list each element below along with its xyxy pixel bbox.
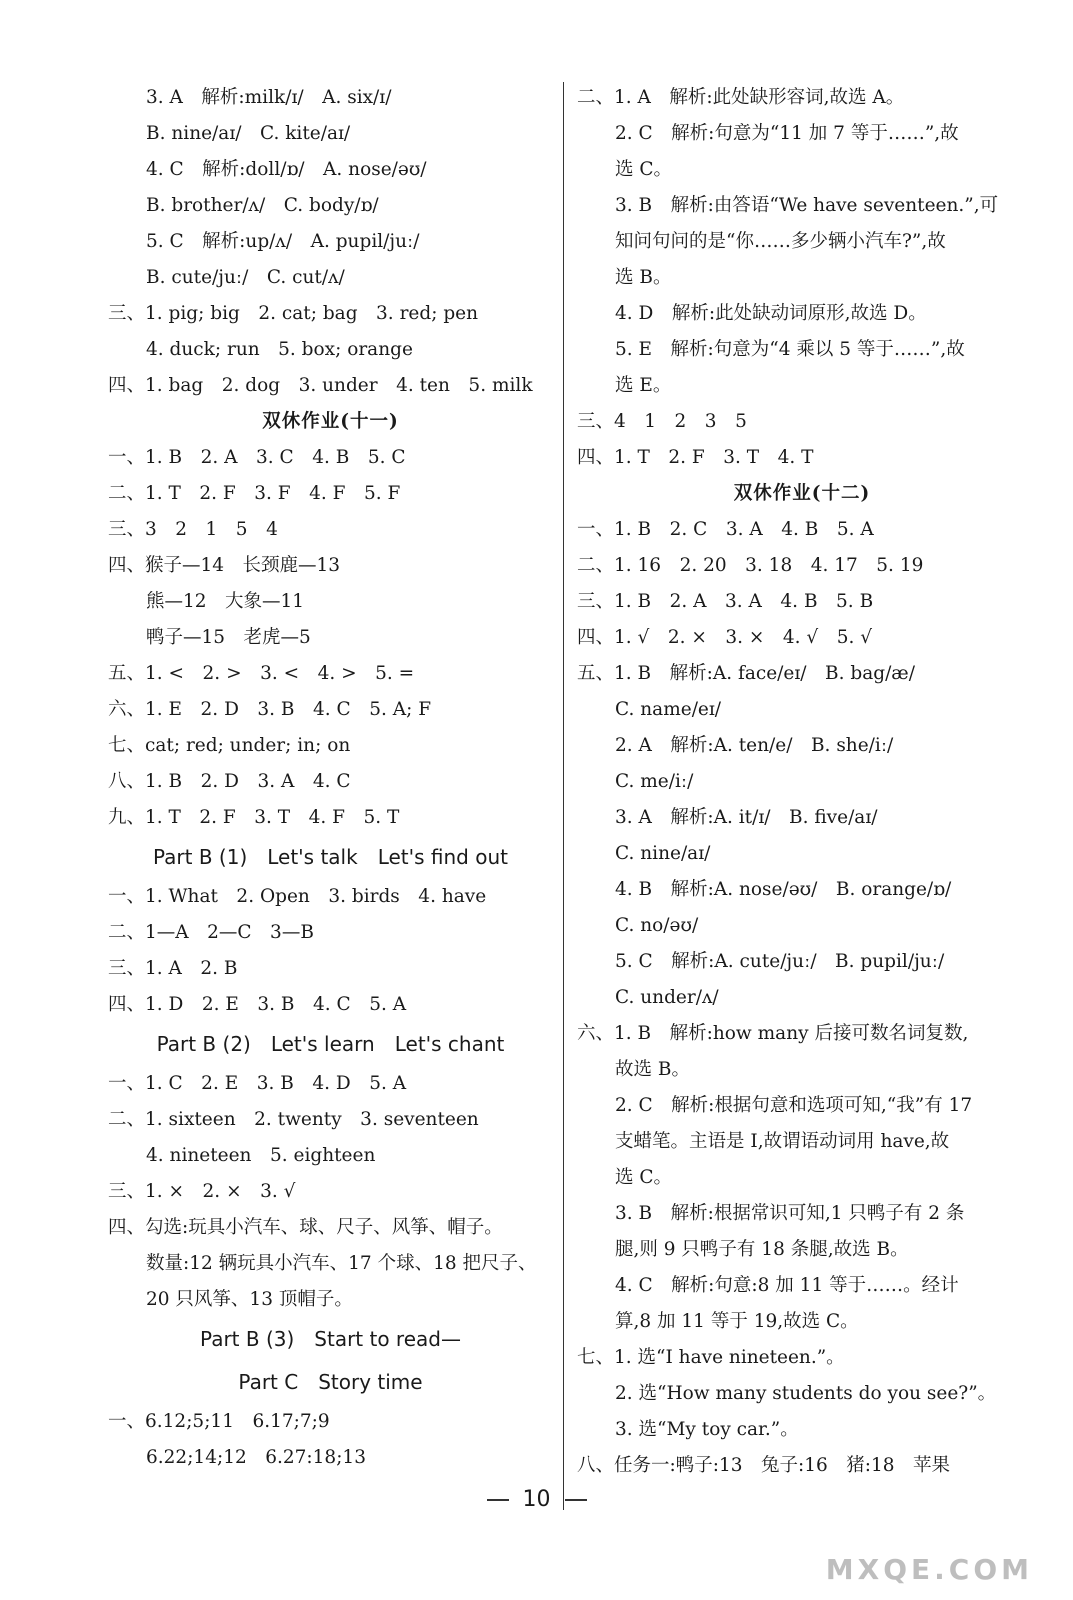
answer-line: 五、1. B 解析:A. face/eɪ/ B. bag/æ/	[577, 663, 915, 684]
answer-line: C. under/ʌ/	[615, 987, 719, 1008]
part-heading: Part C Story time	[238, 1370, 423, 1394]
answer-line: 3. 选“My toy car.”。	[615, 1419, 799, 1440]
answer-line: 三、1. B 2. A 3. A 4. B 5. B	[577, 591, 874, 612]
answer-line: B. brother/ʌ/ C. body/ɒ/	[146, 195, 379, 216]
part-heading: Part B (3) Start to read—	[200, 1327, 461, 1351]
answer-line: 四、1. bag 2. dog 3. under 4. ten 5. milk	[108, 375, 533, 396]
answer-line: 七、cat; red; under; in; on	[108, 735, 351, 756]
answer-line: 四、猴子—14 长颈鹿—13	[108, 555, 341, 576]
answer-line: 2. C 解析:句意为“11 加 7 等于……”,故	[615, 123, 959, 144]
answer-line: C. name/eɪ/	[615, 699, 722, 720]
watermark-logo: MXQE.COM	[825, 1553, 1033, 1586]
answer-line: 八、任务一:鸭子:13 兔子:16 猪:18 苹果	[577, 1455, 951, 1476]
answer-line: 二、1. 16 2. 20 3. 18 4. 17 5. 19	[577, 555, 924, 576]
answer-line: 6.22;14;12 6.27:18;13	[146, 1447, 366, 1468]
answer-line: 数量:12 辆玩具小汽车、17 个球、18 把尺子、	[146, 1253, 537, 1274]
answer-line: 鸭子—15 老虎—5	[146, 627, 311, 648]
answer-line: 一、1. B 2. C 3. A 4. B 5. A	[577, 519, 874, 540]
answer-line: C. nine/aɪ/	[615, 843, 711, 864]
answer-line: 故选 B。	[615, 1059, 690, 1080]
answer-line: 二、1. A 解析:此处缺形容词,故选 A。	[577, 87, 905, 108]
answer-line: B. cute/juː/ C. cut/ʌ/	[146, 267, 345, 288]
section-heading: 双休作业(十一)	[262, 411, 399, 432]
answer-line: C. me/iː/	[615, 771, 694, 792]
answer-line: 三、1. pig; big 2. cat; bag 3. red; pen	[108, 303, 479, 324]
answer-line: 六、1. B 解析:how many 后接可数名词复数,	[577, 1023, 969, 1044]
answer-line: 选 E。	[615, 375, 672, 396]
answer-line: 八、1. B 2. D 3. A 4. C	[108, 771, 351, 792]
answer-line: 七、1. 选“I have nineteen.”。	[577, 1347, 845, 1368]
answer-line: 熊—12 大象—11	[146, 591, 305, 612]
answer-line: 4. nineteen 5. eighteen	[146, 1145, 376, 1166]
answer-line: 三、3 2 1 5 4	[108, 519, 278, 540]
answer-line: 四、1. D 2. E 3. B 4. C 5. A	[108, 994, 407, 1015]
answer-line: 5. E 解析:句意为“4 乘以 5 等于……”,故	[615, 339, 965, 360]
answer-line: 算,8 加 11 等于 19,故选 C。	[615, 1311, 859, 1332]
answer-line: 二、1. T 2. F 3. F 4. F 5. F	[108, 483, 401, 504]
answer-line: 3. B 解析:根据常识可知,1 只鸭子有 2 条	[615, 1203, 965, 1224]
answer-line: 一、6.12;5;11 6.17;7;9	[108, 1411, 330, 1432]
answer-line: 2. 选“How many students do you see?”。	[615, 1383, 997, 1404]
answer-line: 一、1. C 2. E 3. B 4. D 5. A	[108, 1073, 407, 1094]
right-column	[577, 80, 1027, 1484]
answer-line: B. nine/aɪ/ C. kite/aɪ/	[146, 123, 351, 144]
answer-line: 六、1. E 2. D 3. B 4. C 5. A; F	[108, 699, 432, 720]
answer-line: 一、1. What 2. Open 3. birds 4. have	[108, 886, 487, 907]
answer-line: 2. C 解析:根据句意和选项可知,“我”有 17	[615, 1095, 973, 1116]
answer-line: 5. C 解析:A. cute/juː/ B. pupil/juː/	[615, 951, 945, 972]
column-divider	[563, 82, 564, 1510]
answer-line: 4. D 解析:此处缺动词原形,故选 D。	[615, 303, 927, 324]
answer-line: 3. A 解析:A. it/ɪ/ B. five/aɪ/	[615, 807, 878, 828]
answer-line: 三、1. A 2. B	[108, 958, 238, 979]
answer-line: 一、1. B 2. A 3. C 4. B 5. C	[108, 447, 406, 468]
answer-line: 5. C 解析:up/ʌ/ A. pupil/juː/	[146, 231, 420, 252]
part-heading: Part B (1) Let's talk Let's find out	[153, 845, 508, 869]
left-column	[108, 80, 553, 1476]
answer-line: 九、1. T 2. F 3. T 4. F 5. T	[108, 807, 400, 828]
part-heading: Part B (2) Let's learn Let's chant	[156, 1032, 505, 1056]
answer-line: 三、4 1 2 3 5	[577, 411, 747, 432]
answer-line: 20 只风筝、13 顶帽子。	[146, 1289, 353, 1310]
answer-line: 4. C 解析:句意:8 加 11 等于……。经计	[615, 1275, 959, 1296]
dash-right	[565, 1499, 587, 1501]
answer-line: 二、1—A 2—C 3—B	[108, 922, 314, 943]
answer-line: 4. duck; run 5. box; orange	[146, 339, 413, 360]
answer-line: 选 C。	[615, 1167, 673, 1188]
dash-left	[487, 1499, 509, 1501]
answer-line: 3. B 解析:由答语“We have seventeen.”,可	[615, 195, 999, 216]
answer-line: 4. C 解析:doll/ɒ/ A. nose/əʊ/	[146, 159, 427, 180]
page-footer	[0, 1480, 1073, 1520]
answer-line: 四、勾选:玩具小汽车、球、尺子、风筝、帽子。	[108, 1217, 503, 1238]
answer-line: 支蜡笔。主语是 I,故谓语动词用 have,故	[615, 1131, 950, 1152]
answer-line: 五、1. < 2. > 3. < 4. > 5. =	[108, 663, 415, 684]
answer-line: 腿,则 9 只鸭子有 18 条腿,故选 B。	[615, 1239, 909, 1260]
answer-line: 选 B。	[615, 267, 672, 288]
answer-line: 2. A 解析:A. ten/e/ B. she/iː/	[615, 735, 894, 756]
section-heading: 双休作业(十二)	[733, 483, 871, 504]
answer-line: 三、1. × 2. × 3. √	[108, 1181, 296, 1202]
answer-line: 知问句问的是“你……多少辆小汽车?”,故	[615, 231, 946, 252]
answer-line: 二、1. sixteen 2. twenty 3. seventeen	[108, 1109, 479, 1130]
answer-line: 3. A 解析:milk/ɪ/ A. six/ɪ/	[146, 87, 392, 108]
answer-line: 四、1. √ 2. × 3. × 4. √ 5. √	[577, 627, 873, 648]
answer-line: 4. B 解析:A. nose/əʊ/ B. orange/ɒ/	[615, 879, 952, 900]
page-number: 10	[522, 1487, 551, 1512]
answer-line: 选 C。	[615, 159, 673, 180]
answer-line: 四、1. T 2. F 3. T 4. T	[577, 447, 814, 468]
answer-line: C. no/əʊ/	[615, 915, 699, 936]
